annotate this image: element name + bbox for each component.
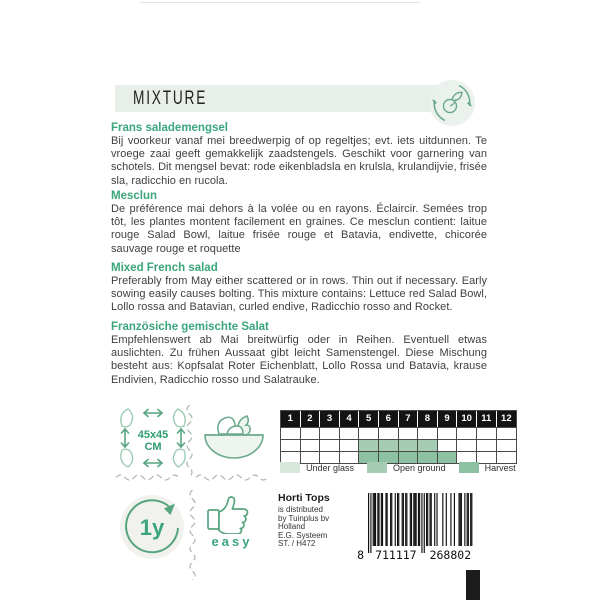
wavy-divider-horizontal-2 [196,473,275,482]
barcode-digit-first: 8 [357,548,364,562]
distributor-line: Holland [278,522,306,532]
barcode-bar [446,493,447,546]
product-title: MIXTURE [133,88,208,109]
month-header-11: 11 [477,411,497,427]
barcode-bar [426,493,427,546]
calendar-cell-under-glass-10 [457,427,477,439]
ean13-barcode [352,491,486,567]
barcode-bar [398,493,399,546]
print-registration-mark [466,570,480,600]
barcode-bar [467,493,468,546]
calendar-cell-under-glass-2 [301,427,321,439]
barcode-bar [377,493,378,546]
barcode-bar [464,493,465,546]
barcode-bar [450,493,451,546]
ease-label: easy [211,534,253,549]
month-header-5: 5 [359,411,379,427]
calendar-cell-open-ground-7 [399,439,419,451]
barcode-bar [378,493,379,546]
barcode-bar [374,493,375,546]
month-header-2: 2 [301,411,321,427]
barcode-bar [413,493,414,546]
month-header-12: 12 [497,411,517,427]
barcode-bar [406,493,407,546]
barcode-bar [427,493,428,546]
barcode-bar [402,493,403,546]
wavy-divider-horizontal-1 [116,473,186,482]
calendar-cell-open-ground-11 [477,439,497,451]
calendar-cell-under-glass-9 [438,427,458,439]
spacing-unit: CM [144,441,162,453]
barcode-bar [436,493,437,546]
month-header-8: 8 [418,411,438,427]
barcode-bar [381,493,382,546]
seed-cycle-icon [428,79,476,127]
month-header-9: 9 [438,411,458,427]
barcode-bar [395,493,396,546]
barcode-bar [370,493,371,553]
barcode-bar [460,493,461,546]
distributor-line: E.G. Systeem [278,530,328,540]
barcode-bar [390,493,391,546]
calendar-cell-open-ground-8 [418,439,438,451]
salad-bowl-icon [197,404,271,472]
sowing-calendar-table [280,410,517,464]
legend-label: Under glass [306,462,355,473]
barcode-bar [368,493,369,553]
barcode-digits-right: 268802 [429,548,472,562]
section-body-nl: Bij voorkeur vanaf mei breedwerpig of op regeltjes; evt. iets uitdunnen. Te vroege zaai geeft gemakkelijk zaadstengels. Geschikt voor garnering van schotels. Dit mengsel bevat: rode eikenbladsla en krulsla, krulandijvie, frisée sla, radicchio en rucola. [111,135,487,187]
barcode-bar [458,493,459,546]
calendar-cell-open-ground-1 [281,439,301,451]
barcode-bar [382,493,383,546]
barcode-bar [411,493,412,546]
thumbs-up-icon [203,492,261,534]
distributor-line: by Tuinplus bv [278,513,330,523]
barcode-bar [391,493,392,546]
barcode-bar [397,493,398,546]
wavy-divider-vertical-1 [185,405,194,479]
section-body-en: Preferably from May either scattered or in rows. Thin out if necessary. Early sowing easily causes bolting. This mixture contains: Lettuce red Salad Bowl, Lollo rossa and Batavian, curled endive, Radicchio rosso and Rocket. [111,275,487,314]
barcode-bar [414,493,415,546]
section-heading-de: Französiche gemischte Salat [111,321,269,333]
barcode-bar [405,493,406,546]
barcode-bar [434,493,435,546]
barcode-bar [442,493,443,546]
section-heading-fr: Mesclun [111,190,158,202]
calendar-legend [280,462,529,473]
calendar-cell-open-ground-4 [340,439,360,451]
legend-swatch [459,462,479,473]
barcode-bar [421,493,422,553]
month-header-1: 1 [281,411,301,427]
legend-item [367,462,446,473]
barcode-bar [403,493,404,546]
distributor-block [278,492,330,549]
packet-top-edge [140,2,420,3]
calendar-body [281,427,516,463]
spacing-value: 45x45 [137,429,169,441]
calendar-cell-under-glass-11 [477,427,497,439]
barcode-bar [416,493,417,546]
barcode-bar [418,493,419,546]
header-bar [115,85,455,112]
calendar-cell-open-ground-5 [359,439,379,451]
barcode-bar [419,493,420,546]
month-header-4: 4 [340,411,360,427]
calendar-month-header-row [281,411,516,427]
calendar-cell-under-glass-7 [399,427,419,439]
barcode-bar [424,493,425,553]
distributor-line: is distributed [278,505,323,514]
calendar-cell-open-ground-12 [497,439,517,451]
wavy-divider-vertical-2 [188,490,197,580]
legend-label: Harvest [484,462,516,473]
distributor-name: Horti Tops [278,492,330,504]
section-body-fr: De préférence mai dehors à la volée ou en rayons. Éclaircir. Semées trop tôt, les plantes montent facilement en graines. Ce mesclun contient: laitue rouge Salad Bowl, laitue frisée rouge et Batavia, endivette, chicorée sauvage rouge et roquette [111,203,487,255]
barcode-bar [471,493,472,546]
month-header-7: 7 [399,411,419,427]
calendar-cell-under-glass-8 [418,427,438,439]
barcode-bar [375,493,376,546]
month-header-3: 3 [320,411,340,427]
calendar-cell-open-ground-10 [457,439,477,451]
barcode-digits-left: 711117 [375,548,417,562]
distributor-line: ST. / H472 [278,539,316,549]
section-body-de: Empfehlenswert ab Mai breitwürfig oder in Reihen. Eventuell etwas auslichten. Zu frühen Aussaat gibt leicht Samenstengel. Diese Mischung besteht aus: Kopfsalat Roter Eichenblatt, Lollo Rossa und Batavia, krause Endivien, Radicchio rosso und Salatrauke. [111,334,487,386]
legend-label: Open ground [393,462,446,473]
legend-swatch [280,462,300,473]
barcode-bar [373,493,374,546]
calendar-cell-open-ground-3 [320,439,340,451]
barcode-bar [387,493,388,546]
month-header-10: 10 [457,411,477,427]
calendar-cell-under-glass-6 [379,427,399,439]
barcode-bar [410,493,411,546]
one-year-cycle-icon [118,492,186,560]
barcode-bar [431,493,432,546]
plant-spacing-icon [116,404,190,472]
month-header-6: 6 [379,411,399,427]
legend-swatch [367,462,387,473]
barcode-bar [470,493,471,546]
calendar-cell-open-ground-2 [301,439,321,451]
barcode-bar [468,493,469,546]
section-heading-nl: Frans salademengsel [111,122,228,134]
legend-item [459,462,516,473]
calendar-cell-open-ground-9 [438,439,458,451]
section-heading-en: Mixed French salad [111,262,218,274]
calendar-cell-under-glass-5 [359,427,379,439]
calendar-cell-under-glass-12 [497,427,517,439]
calendar-cell-under-glass-4 [340,427,360,439]
calendar-cell-under-glass-3 [320,427,340,439]
calendar-cell-open-ground-6 [379,439,399,451]
barcode-bar [429,493,430,546]
calendar-cell-under-glass-1 [281,427,301,439]
legend-item [280,462,354,473]
barcode-bar [385,493,386,546]
barcode-bar [461,493,462,546]
duration-value: 1y [139,515,165,540]
barcode-bar [454,493,455,546]
